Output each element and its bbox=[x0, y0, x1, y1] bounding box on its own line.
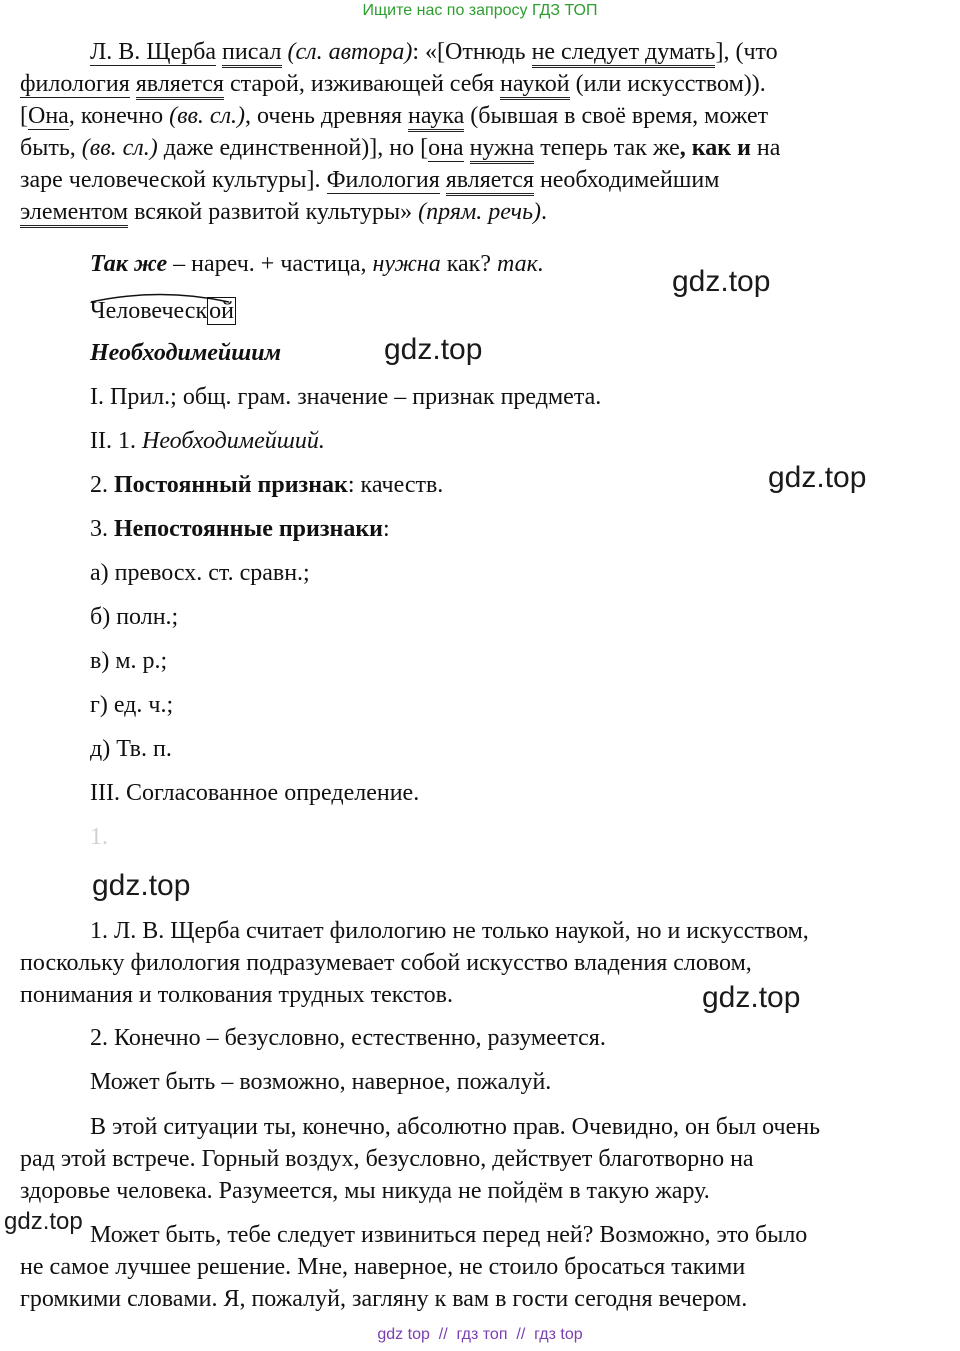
p1-line-2 bbox=[20, 68, 766, 100]
predicate: элементом bbox=[20, 199, 128, 228]
answer-1-line-1: 1. Л. В. Щерба считает филологию не только наукой, но и искусством, bbox=[90, 918, 809, 944]
predicate: писал bbox=[222, 39, 281, 68]
p1-line-5 bbox=[20, 164, 719, 196]
text: , конечно bbox=[68, 103, 170, 129]
watermark: gdz.top bbox=[4, 1208, 83, 1235]
text: 2. bbox=[90, 472, 114, 498]
parse-line-4 bbox=[90, 513, 390, 545]
text: всякой развитой культуры» bbox=[128, 199, 419, 225]
parse-item: б) полн.; bbox=[90, 604, 179, 630]
root-arc-icon bbox=[90, 291, 230, 303]
watermark: gdz.top bbox=[768, 461, 867, 494]
answer-5-line-3: громкими словами. Я, пожалуй, загляну к вам в гости сегодня вечером. bbox=[20, 1286, 748, 1312]
parse-item: г) ед. ч.; bbox=[90, 692, 174, 718]
italic-word: так. bbox=[496, 251, 544, 277]
ending: ой bbox=[209, 298, 234, 324]
subject: Филология bbox=[326, 167, 440, 193]
answer-1-line-2: поскольку филология подразумевает собой искусство владения словом, bbox=[20, 950, 752, 976]
text: : «[Отнюдь bbox=[412, 39, 532, 65]
text: . bbox=[541, 199, 548, 225]
direct-speech-note: (прям. речь) bbox=[418, 199, 542, 225]
takzhe-line bbox=[90, 248, 544, 280]
text: быть, bbox=[20, 135, 82, 161]
author-words-note: (сл. автора) bbox=[287, 39, 413, 65]
takzhe-term: Так же bbox=[90, 251, 168, 277]
answer-1-line-3: понимания и толкования трудных текстов. bbox=[20, 982, 453, 1008]
subject: она bbox=[428, 135, 464, 161]
answer-5-line-2: не самое лучшее решение. Мне, наверное, не стоило бросаться такими bbox=[20, 1254, 746, 1280]
text: : качеств. bbox=[347, 472, 444, 498]
answer-4-line-1: В этой ситуации ты, конечно, абсолютно прав. Очевидно, он был очень bbox=[90, 1114, 821, 1140]
text: : bbox=[382, 516, 390, 542]
bold-label: Непостоянные признаки bbox=[114, 516, 383, 542]
text: на bbox=[750, 135, 781, 161]
text bbox=[130, 71, 136, 97]
morpheme-parse bbox=[90, 298, 236, 325]
text bbox=[464, 135, 470, 161]
text: (или искусством)). bbox=[569, 71, 766, 97]
subject: Л. В. Щерба bbox=[90, 39, 217, 65]
parse-title bbox=[90, 337, 281, 369]
predicate: не следует думать bbox=[532, 39, 716, 68]
subject: филология bbox=[20, 71, 130, 97]
predicate: наука bbox=[408, 103, 464, 132]
p1-line-1 bbox=[90, 36, 778, 68]
answer-2: 2. Конечно – безусловно, естественно, разумеется. bbox=[90, 1025, 606, 1051]
text: как? bbox=[440, 251, 497, 277]
p1-line-6 bbox=[20, 196, 547, 228]
parse-line-2 bbox=[90, 425, 325, 457]
answer-4-line-2: рад этой встрече. Горный воздух, безусловно, действует благотворно на bbox=[20, 1146, 754, 1172]
watermark: gdz.top bbox=[702, 981, 801, 1014]
watermark: gdz.top bbox=[92, 869, 191, 902]
predicate: нужна bbox=[470, 135, 535, 164]
text: необходимейшим bbox=[533, 167, 720, 193]
text: теперь так же bbox=[534, 135, 680, 161]
root: Человеческ bbox=[90, 298, 208, 324]
watermark: gdz.top bbox=[672, 265, 771, 298]
parse-item: д) Тв. п. bbox=[90, 736, 172, 762]
morpheme-word bbox=[90, 299, 236, 323]
p1-line-3 bbox=[20, 100, 768, 132]
parse-title-text: Необходимейшим bbox=[90, 340, 282, 366]
initial-form: Необходимейший. bbox=[141, 428, 325, 454]
parse-item: в) м. р.; bbox=[90, 648, 168, 674]
answer-3: Может быть – возможно, наверное, пожалуй. bbox=[90, 1069, 552, 1095]
text: заре человеческой культуры]. bbox=[20, 167, 327, 193]
text: ], (что bbox=[715, 39, 778, 65]
text: даже единственной)], но [ bbox=[157, 135, 429, 161]
watermark: gdz.top bbox=[384, 333, 483, 366]
subject: Она bbox=[28, 103, 69, 129]
predicate: наукой bbox=[500, 71, 570, 100]
answer-5-line-1: Может быть, тебе следует извиниться перед ней? Возможно, это было bbox=[90, 1222, 808, 1248]
bottom-banner: gdz top // гдз топ // гдз top bbox=[377, 1326, 583, 1343]
bold-label: Постоянный признак bbox=[114, 472, 348, 498]
predicate: является bbox=[136, 71, 224, 100]
bold-text: , как и bbox=[679, 135, 751, 161]
parse-line-5: III. Согласованное определение. bbox=[90, 780, 420, 806]
text: (бывшая в своё время, может bbox=[464, 103, 769, 129]
text: 3. bbox=[90, 516, 114, 542]
intro-word-note: (вв. сл.) bbox=[169, 103, 246, 129]
top-banner: Ищите нас по запросу ГДЗ ТОП bbox=[362, 2, 598, 19]
predicate: является bbox=[446, 167, 534, 196]
intro-word-note: (вв. сл.) bbox=[81, 135, 158, 161]
text: – нареч. + частица, bbox=[167, 251, 373, 277]
parse-line-1: I. Прил.; общ. грам. значение – признак предмета. bbox=[90, 384, 602, 410]
italic-word: нужна bbox=[372, 251, 441, 277]
parse-line-3 bbox=[90, 469, 443, 501]
p1-line-4 bbox=[20, 132, 780, 164]
parse-item: а) превосх. ст. сравн.; bbox=[90, 560, 310, 586]
text: старой, изживающей себя bbox=[223, 71, 501, 97]
faint-mark: 1. bbox=[90, 824, 108, 850]
text: , очень древняя bbox=[245, 103, 409, 129]
text bbox=[440, 167, 446, 193]
text: II. 1. bbox=[90, 428, 142, 454]
text: [ bbox=[20, 103, 28, 129]
answer-4-line-3: здоровье человека. Разумеется, мы никуда не пойдём в такую жару. bbox=[20, 1178, 710, 1204]
